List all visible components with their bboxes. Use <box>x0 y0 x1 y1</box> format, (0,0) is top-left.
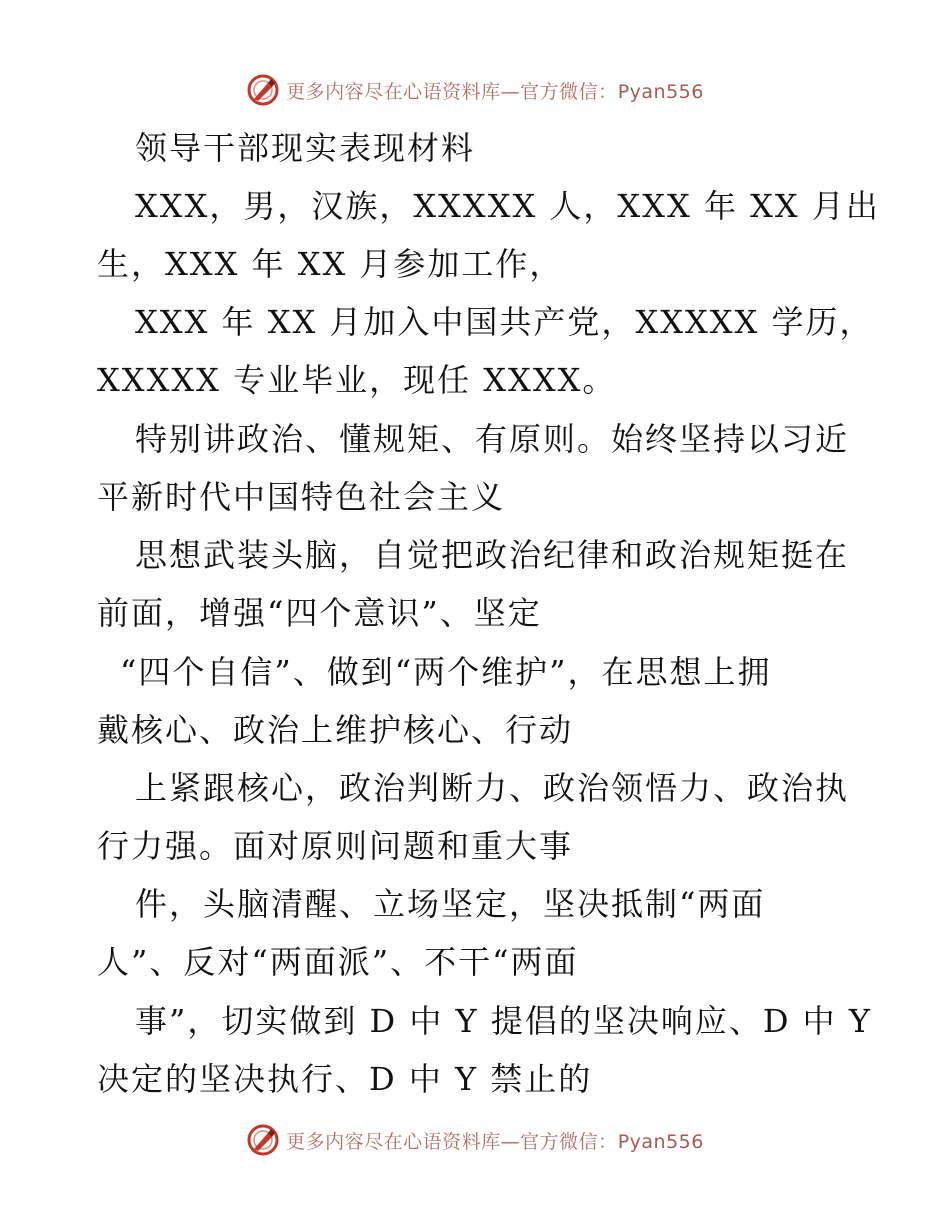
header-watermark <box>0 70 950 110</box>
text-line: XXX 年 XX 月加入中国共产党，XXXXX 学历， <box>135 303 874 341</box>
text-line: 决定的坚决执行、D 中 Y 禁止的 <box>97 1060 593 1098</box>
watermark-account: Pyan556 <box>617 1130 704 1153</box>
text-line: XXX，男，汉族，XXXXX 人，XXX 年 XX 月出 <box>135 187 880 225</box>
pen-logo-icon <box>246 1123 280 1157</box>
watermark-text <box>286 1127 704 1154</box>
text-line: 件，头脑清醒、立场坚定，坚决抵制“两面 <box>135 885 766 923</box>
text-line: 生，XXX 年 XX 月参加工作， <box>97 245 564 283</box>
watermark-main: 更多内容尽在心语资料库 <box>286 1130 501 1153</box>
pen-logo-icon <box>246 73 280 107</box>
document-title: 领导干部现实表现材料 <box>135 129 476 167</box>
text-line: XXXXX 专业毕业，现任 XXXX。 <box>97 361 617 399</box>
watermark-main: 更多内容尽在心语资料库 <box>286 80 501 103</box>
text-line: 人”、反对“两面派”、不干“两面 <box>97 943 579 981</box>
text-line: 事”，切实做到 D 中 Y 提倡的坚决响应、D 中 Y <box>135 1002 872 1040</box>
text-line: 前面，增强“四个意识”、坚定 <box>97 594 542 632</box>
text-line: 行力强。面对原则问题和重大事 <box>97 827 574 865</box>
watermark-text <box>286 77 704 104</box>
watermark-wechat-label: 官方微信： <box>520 1130 618 1153</box>
text-line: “四个自信”、做到“两个维护”，在思想上拥 <box>120 653 772 691</box>
text-line: 平新时代中国特色社会主义 <box>97 478 506 516</box>
text-line: 戴核心、政治上维护核心、行动 <box>97 711 574 749</box>
footer-watermark <box>0 1120 950 1160</box>
text-line: 上紧跟核心，政治判断力、政治领悟力、政治执 <box>135 769 850 807</box>
watermark-account: Pyan556 <box>617 80 704 103</box>
watermark-separator: — <box>500 80 521 103</box>
watermark-wechat-label: 官方微信： <box>520 80 618 103</box>
text-line: 思想武装头脑，自觉把政治纪律和政治规矩挺在 <box>135 536 850 574</box>
watermark-separator: — <box>500 1130 521 1153</box>
text-line: 特别讲政治、懂规矩、有原则。始终坚持以习近 <box>135 420 850 458</box>
